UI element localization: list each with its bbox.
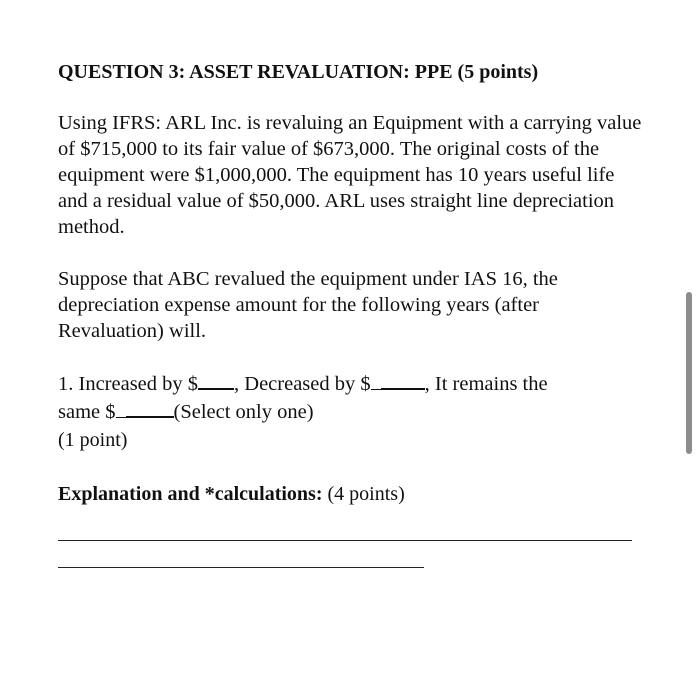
question-paragraph-1: Using IFRS: ARL Inc. is revaluing an Equipment with a carrying value of $715,000 to its fair value of $673,000. The original costs of the equipment were $1,000,000. The equipment has 10 years useful life and a residual value of $50,000. ARL uses straight line depreciation method. — [58, 112, 642, 238]
explanation-heading — [58, 480, 648, 508]
decreased-blank[interactable] — [381, 372, 425, 390]
answer-line-2[interactable] — [58, 567, 424, 568]
answer-options — [58, 370, 648, 454]
option-increased-label: 1. Increased by $ — [58, 373, 199, 395]
decreased-blank-lead — [371, 373, 381, 390]
answer-line-1[interactable] — [58, 540, 632, 541]
increased-blank[interactable] — [198, 372, 234, 390]
option-same-label: same $ — [58, 401, 116, 423]
option-remains-label: , It remains the — [424, 373, 548, 395]
explanation-label: Explanation and *calculations: — [58, 483, 323, 505]
option-points: (1 point) — [58, 429, 128, 451]
vertical-scrollbar[interactable] — [686, 292, 692, 454]
question-title: QUESTION 3: ASSET REVALUATION: PPE (5 points) — [58, 61, 539, 83]
same-blank[interactable] — [126, 400, 174, 418]
question-document — [58, 58, 648, 508]
option-decreased-label: , Decreased by $ — [234, 373, 371, 395]
select-only-one-note: (Select only one) — [173, 401, 314, 423]
question-paragraph-2: Suppose that ABC revalued the equipment under IAS 16, the depreciation expense amount for the following years (after Revaluation) will. — [58, 268, 558, 342]
same-blank-lead — [116, 401, 126, 418]
explanation-points: (4 points) — [327, 483, 405, 505]
